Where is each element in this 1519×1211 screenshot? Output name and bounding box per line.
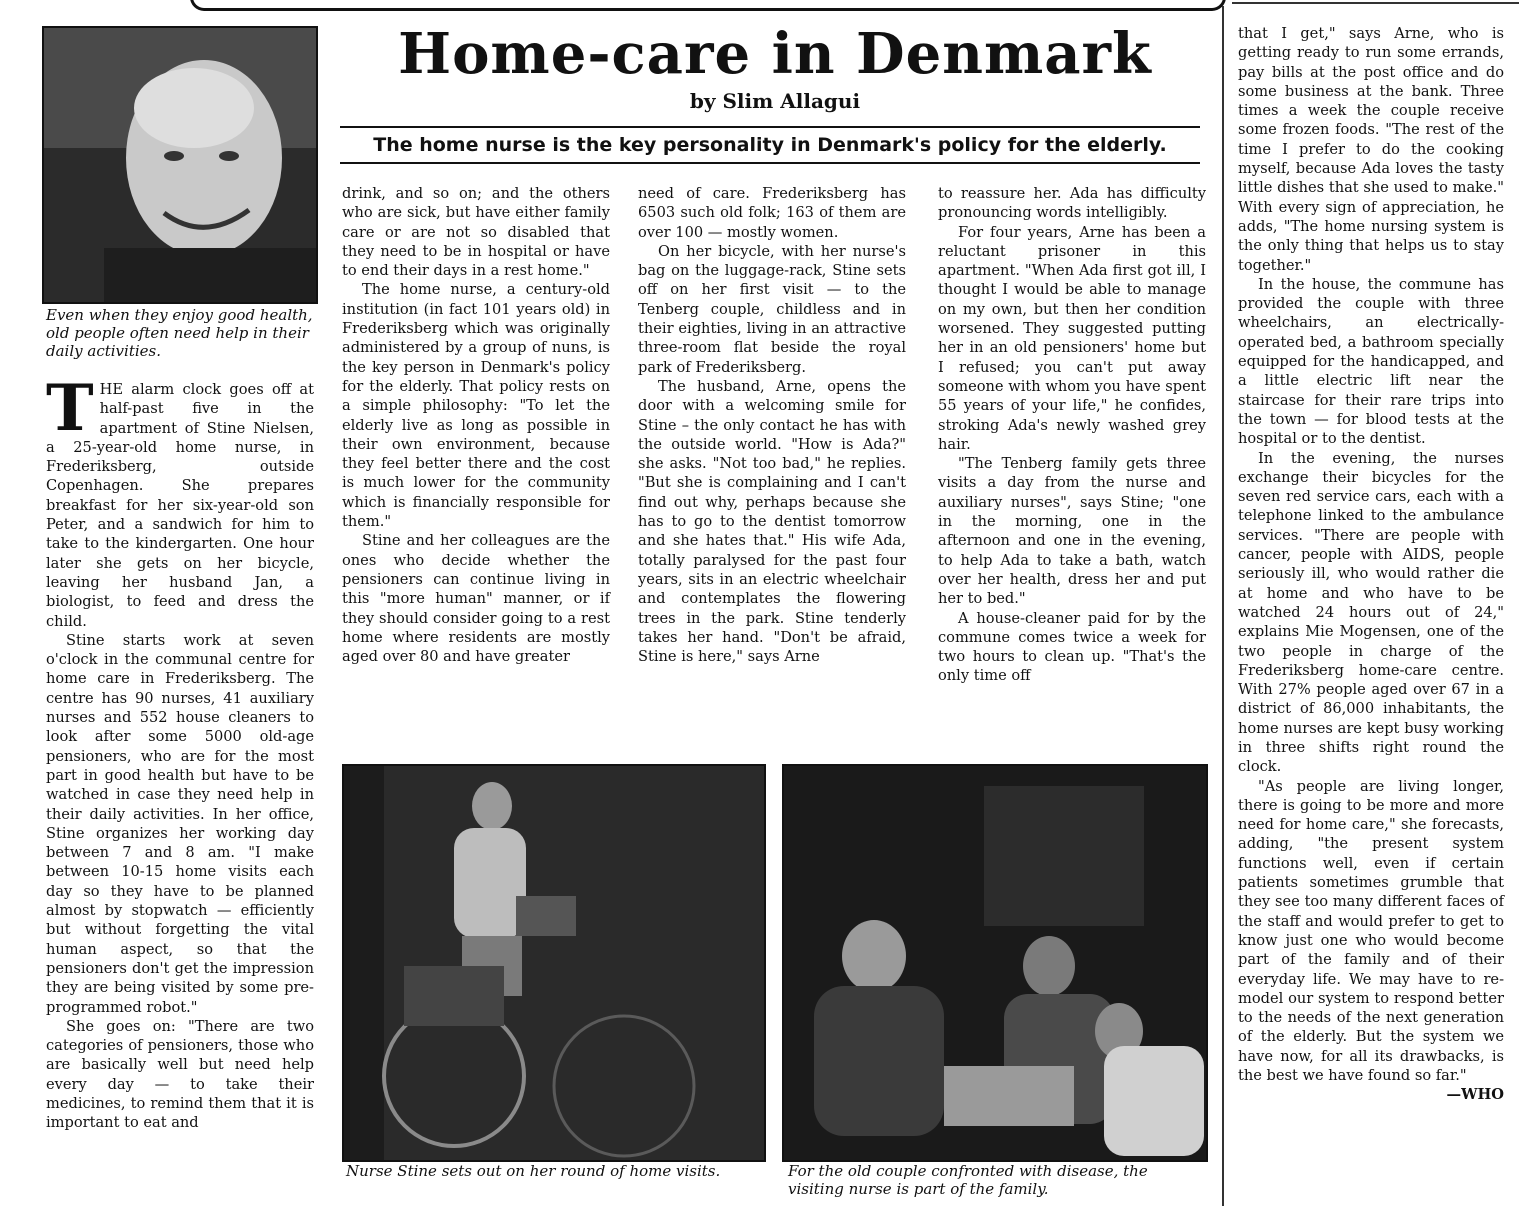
paragraph: need of care. Frederiksberg has 6503 such old folk; 163 of them are over 100 — mostly women. — [638, 185, 906, 241]
portrait-image — [44, 28, 316, 302]
paragraph: A house-cleaner paid for by the commune comes twice a week for two hours to clean up. "That's the only time off — [938, 609, 1206, 685]
top-border-frame — [190, 0, 1226, 11]
paragraph: She goes on: "There are two categories of pensioners, those who are basically well but need help every day — to take their medicines, to remind them that it is important to eat and — [46, 1017, 314, 1132]
paragraph: In the evening, the nurses exchange their bicycles for the seven red service cars, each with a telephone linked to the ambulance services. "There are people with cancer, people with AIDS, people seriously ill, who would rather die at home and who have to be watched 24 hours out of 24," explains Mie Mogensen, one of the two people in charge of the Frederiksberg home-care centre. With 27% people aged over 67 in a district of 86,000 inhabitants, the home nurses are kept busy working in three shifts right round the clock. — [1238, 449, 1504, 776]
couple-photo — [782, 764, 1208, 1162]
headline: Home-care in Denmark — [398, 21, 1152, 87]
article-column-2 — [342, 184, 610, 666]
article-column-3 — [638, 184, 906, 666]
paragraph: "As people are living longer, there is going to be more and more need for home care," she forecasts, adding, "the present system functions well, even if certain patients sometimes grumble that they see too many different faces of the staff and would prefer to get to know just one who would become part of the family and of their everyday life. We may have to re-model our system to respond better to the needs of the next generation of the elderly. But the system we have now, for all its drawbacks, is the best we have found so far." — [1238, 777, 1504, 1085]
paragraph: On her bicycle, with her nurse's bag on the luggage-rack, Stine sets off on her first visit — to the Tenberg couple, childless and in their eighties, living in an attractive three-room flat beside the royal park of Frederiksberg. — [638, 242, 906, 376]
drop-cap: T — [46, 371, 94, 446]
paragraph: Stine and her colleagues are the ones who decide whether the pensioners can continue living in this "more human" manner, or if they should consider going to a rest home where residents are mostly aged over 80 and have greater — [342, 532, 610, 666]
portrait-caption: Even when they enjoy good health, old people often need help in their daily activities. — [46, 306, 313, 360]
article-column-1 — [46, 371, 314, 1133]
signature: —WHO — [1446, 1086, 1504, 1104]
paragraph: The husband, Arne, opens the door with a welcoming smile for Stine – the only contact he has with the outside world. "How is Ada?" she asks. "Not too bad," he replies. "But she is complaining and I can't find out why, perhaps because she has to go to the dentist tomorrow and she hates that." His wife Ada, totally paralysed for the past four years, sits in an electric wheelchair and contemplates the flowering trees in the park. Stine tenderly takes her hand. "Don't be afraid, Stine is here," says Arne — [638, 377, 906, 666]
couple-caption: For the old couple confronted with disease, the visiting nurse is part of the family. — [788, 1162, 1148, 1198]
paragraph: drink, and so on; and the others who are sick, but have either family care or are not so disabled that they need to be in hospital or have to end their days in a rest home." — [342, 185, 610, 280]
paragraph: HE alarm clock goes off at half-past five in the apartment of Stine Nielsen, a 25-year-old home nurse, in Frederiksberg, outside Copenhagen. She prepares breakfast for her six-year-old son Peter, and a sandwich for him to take to the kindergarten. One hour later she gets on her bicycle, leaving her husband Jan, a biologist, to feed and dress the child. — [46, 381, 314, 630]
deck: The home nurse is the key personality in Denmark's policy for the elderly. — [340, 126, 1200, 164]
byline: by Slim Allagui — [689, 89, 861, 113]
nurse-bicycle-photo — [342, 764, 766, 1162]
paragraph: that I get," says Arne, who is getting ready to run some errands, pay bills at the post office and do some business at the bank. Three times a week the couple receive some frozen foods. "The rest of the time I prefer to do the cooking myself, because Ada loves the tasty little dishes that she used to make." With every sign of appreciation, he adds, "The home nursing system is the only thing that helps us to stay together." — [1238, 25, 1504, 274]
article-column-5 — [1238, 24, 1504, 1105]
nurse-bicycle-image — [344, 766, 764, 1160]
nurse-bicycle-caption: Nurse Stine sets out on her round of home visits. — [346, 1162, 721, 1180]
paragraph: The home nurse, a century-old institution (in fact 101 years old) in Frederiksberg which was originally administered by a group of nuns, is the key person in Denmark's policy for the elderly. That policy rests on a simple philosophy: "To let the elderly live as long as possible in their own environment, because they feel better there and the cost is much lower for the community which is financially responsible for them." — [342, 281, 610, 531]
article-column-4 — [938, 184, 1206, 686]
column-divider-rule — [1222, 6, 1224, 1206]
couple-image — [784, 766, 1206, 1160]
paragraph: Stine starts work at seven o'clock in the communal centre for home care in Frederiksberg. The centre has 90 nurses, 41 auxiliary nurses and 552 house cleaners to look after some 5000 old-age pensioners, who are for the most part in good health but have to be watched in case they need help in their daily activities. In her office, Stine organizes her working day between 7 and 8 am. "I make between 10-15 home visits each day so they have to be planned almost by stopwatch — efficiently but without forgetting the vital human aspect, so that the pensioners don't get the impression they are being visited by some pre-programmed robot." — [46, 631, 314, 1016]
paragraph: In the house, the commune has provided the couple with three wheelchairs, an electrically-operated bed, a bathroom specially equipped for the handicapped, and a little electric lift near the staircase for their rare trips into the town — for blood tests at the hospital or to the dentist. — [1238, 275, 1504, 448]
portrait-photo — [42, 26, 318, 304]
paragraph: For four years, Arne has been a reluctant prisoner in this apartment. "When Ada first got ill, I thought I would be able to manage on my own, but then her condition worsened. They suggested putting her in an old pensioners' home but I refused; you can't put away someone with whom you have spent 55 years of your life," he confides, stroking Ada's newly washed grey hair. — [938, 223, 1206, 453]
paragraph: to reassure her. Ada has difficulty pronouncing words intelligibly. — [938, 185, 1206, 222]
paragraph: "The Tenberg family gets three visits a day from the nurse and auxiliary nurses", says Stine; "one in the morning, one in the afternoon and one in the evening, to help Ada to take a bath, watch over her health, dress her and put her to bed." — [938, 455, 1206, 608]
top-right-rule — [1232, 2, 1519, 4]
